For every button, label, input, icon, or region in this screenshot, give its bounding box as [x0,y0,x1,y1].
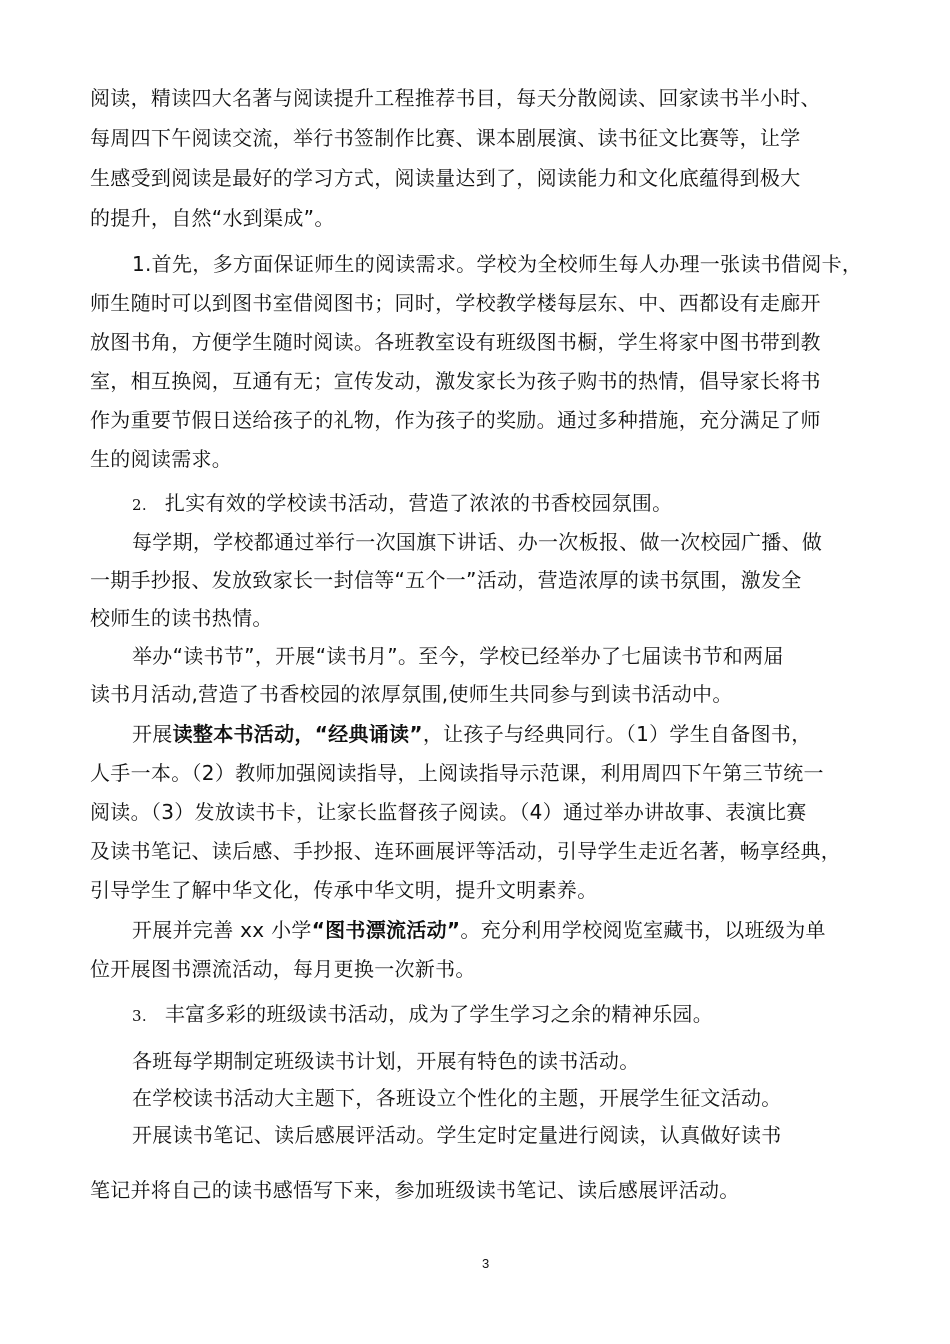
section2-para1-line: 每学期，学校都通过举行一次国旗下讲话、办一次板报、做一次校园广播、做 [132,530,823,554]
section1-line: 生的阅读需求。 [90,447,233,471]
para4-lead-plain: 开展并完善 xx 小学 [132,918,312,942]
section1-line: 1.首先，多方面保证师生的阅读需求。学校为全校师生每人办理一张读书借阅卡， [132,252,863,276]
para3-lead-bold: 读整本书活动，“经典诵读” [172,722,423,746]
section1-line: 师生随时可以到图书室借阅图书；同时，学校教学楼每层东、中、西都设有走廊开 [90,291,821,315]
section2-para2-line: 读书月活动,营造了书香校园的浓厚氛围,使师生共同参与到读书活动中。 [90,682,733,706]
section3-heading [132,1000,713,1030]
section2-para4-first-line [132,916,826,944]
section2-para3-line: 及读书笔记、读后感、手抄报、连环画展评等活动，引导学生走近名著，畅享经典， [90,839,842,863]
section2-number: 2. [132,496,147,514]
section3-line: 笔记并将自己的读书感悟写下来，参加班级读书笔记、读后感展评活动。 [90,1178,740,1202]
section2-para1-line: 一期手抄报、发放致家长一封信等“五个一”活动，营造浓厚的读书氛围，激发全 [90,568,802,592]
section1-line: 放图书角，方便学生随时阅读。各班教室设有班级图书橱，学生将家中图书带到教 [90,330,821,354]
section1-line: 室，相互换阅，互通有无；宣传发动，激发家长为孩子购书的热情，倡导家长将书 [90,369,821,393]
section2-heading-text: 扎实有效的学校读书活动，营造了浓浓的书香校园氛围。 [164,491,673,515]
section3-line: 各班每学期制定班级读书计划，开展有特色的读书活动。 [132,1049,640,1073]
section3-line: 开展读书笔记、读后感展评活动。学生定时定量进行阅读，认真做好读书 [132,1123,782,1147]
section2-para1-line: 校师生的读书热情。 [90,606,273,630]
para3-lead-rest: ，让孩子与经典同行。（1）学生自备图书， [422,722,812,746]
section3-line: 在学校读书活动大主题下，各班设立个性化的主题，开展学生征文活动。 [132,1086,782,1110]
section2-para3-first-line [132,720,812,748]
intro-line: 每周四下午阅读交流，举行书签制作比赛、课本剧展演、读书征文比赛等，让学 [90,126,801,150]
section2-para3-line: 引导学生了解中华文化，传承中华文明，提升文明素养。 [90,878,598,902]
section2-para3-line: 人手一本。（2）教师加强阅读指导，上阅读指导示范课，利用周四下午第三节统一 [90,761,824,785]
section2-para2-line: 举办“读书节”，开展“读书月”。至今，学校已经举办了七届读书节和两届 [132,644,784,668]
page-number: 3 [482,1256,490,1271]
intro-line: 的提升，自然“水到渠成”。 [90,206,335,230]
intro-line: 生感受到阅读是最好的学习方式，阅读量达到了，阅读能力和文化底蕴得到极大 [90,166,801,190]
intro-line: 阅读，精读四大名著与阅读提升工程推荐书目，每天分散阅读、回家读书半小时、 [90,86,821,110]
para3-lead-plain: 开展 [132,722,173,746]
section2-para3-line: 阅读。（3）发放读书卡，让家长监督孩子阅读。（4）通过举办讲故事、表演比赛 [90,800,807,824]
section2-heading [132,489,672,519]
para4-lead-bold: “图书漂流活动” [311,918,461,942]
para4-lead-rest: 。充分利用学校阅览室藏书，以班级为单 [460,918,826,942]
section3-number: 3. [132,1007,147,1025]
section1-line: 作为重要节假日送给孩子的礼物，作为孩子的奖励。通过多种措施，充分满足了师 [90,408,821,432]
section2-para4-line: 位开展图书漂流活动，每月更换一次新书。 [90,957,476,981]
section3-heading-text: 丰富多彩的班级读书活动，成为了学生学习之余的精神乐园。 [164,1002,714,1026]
